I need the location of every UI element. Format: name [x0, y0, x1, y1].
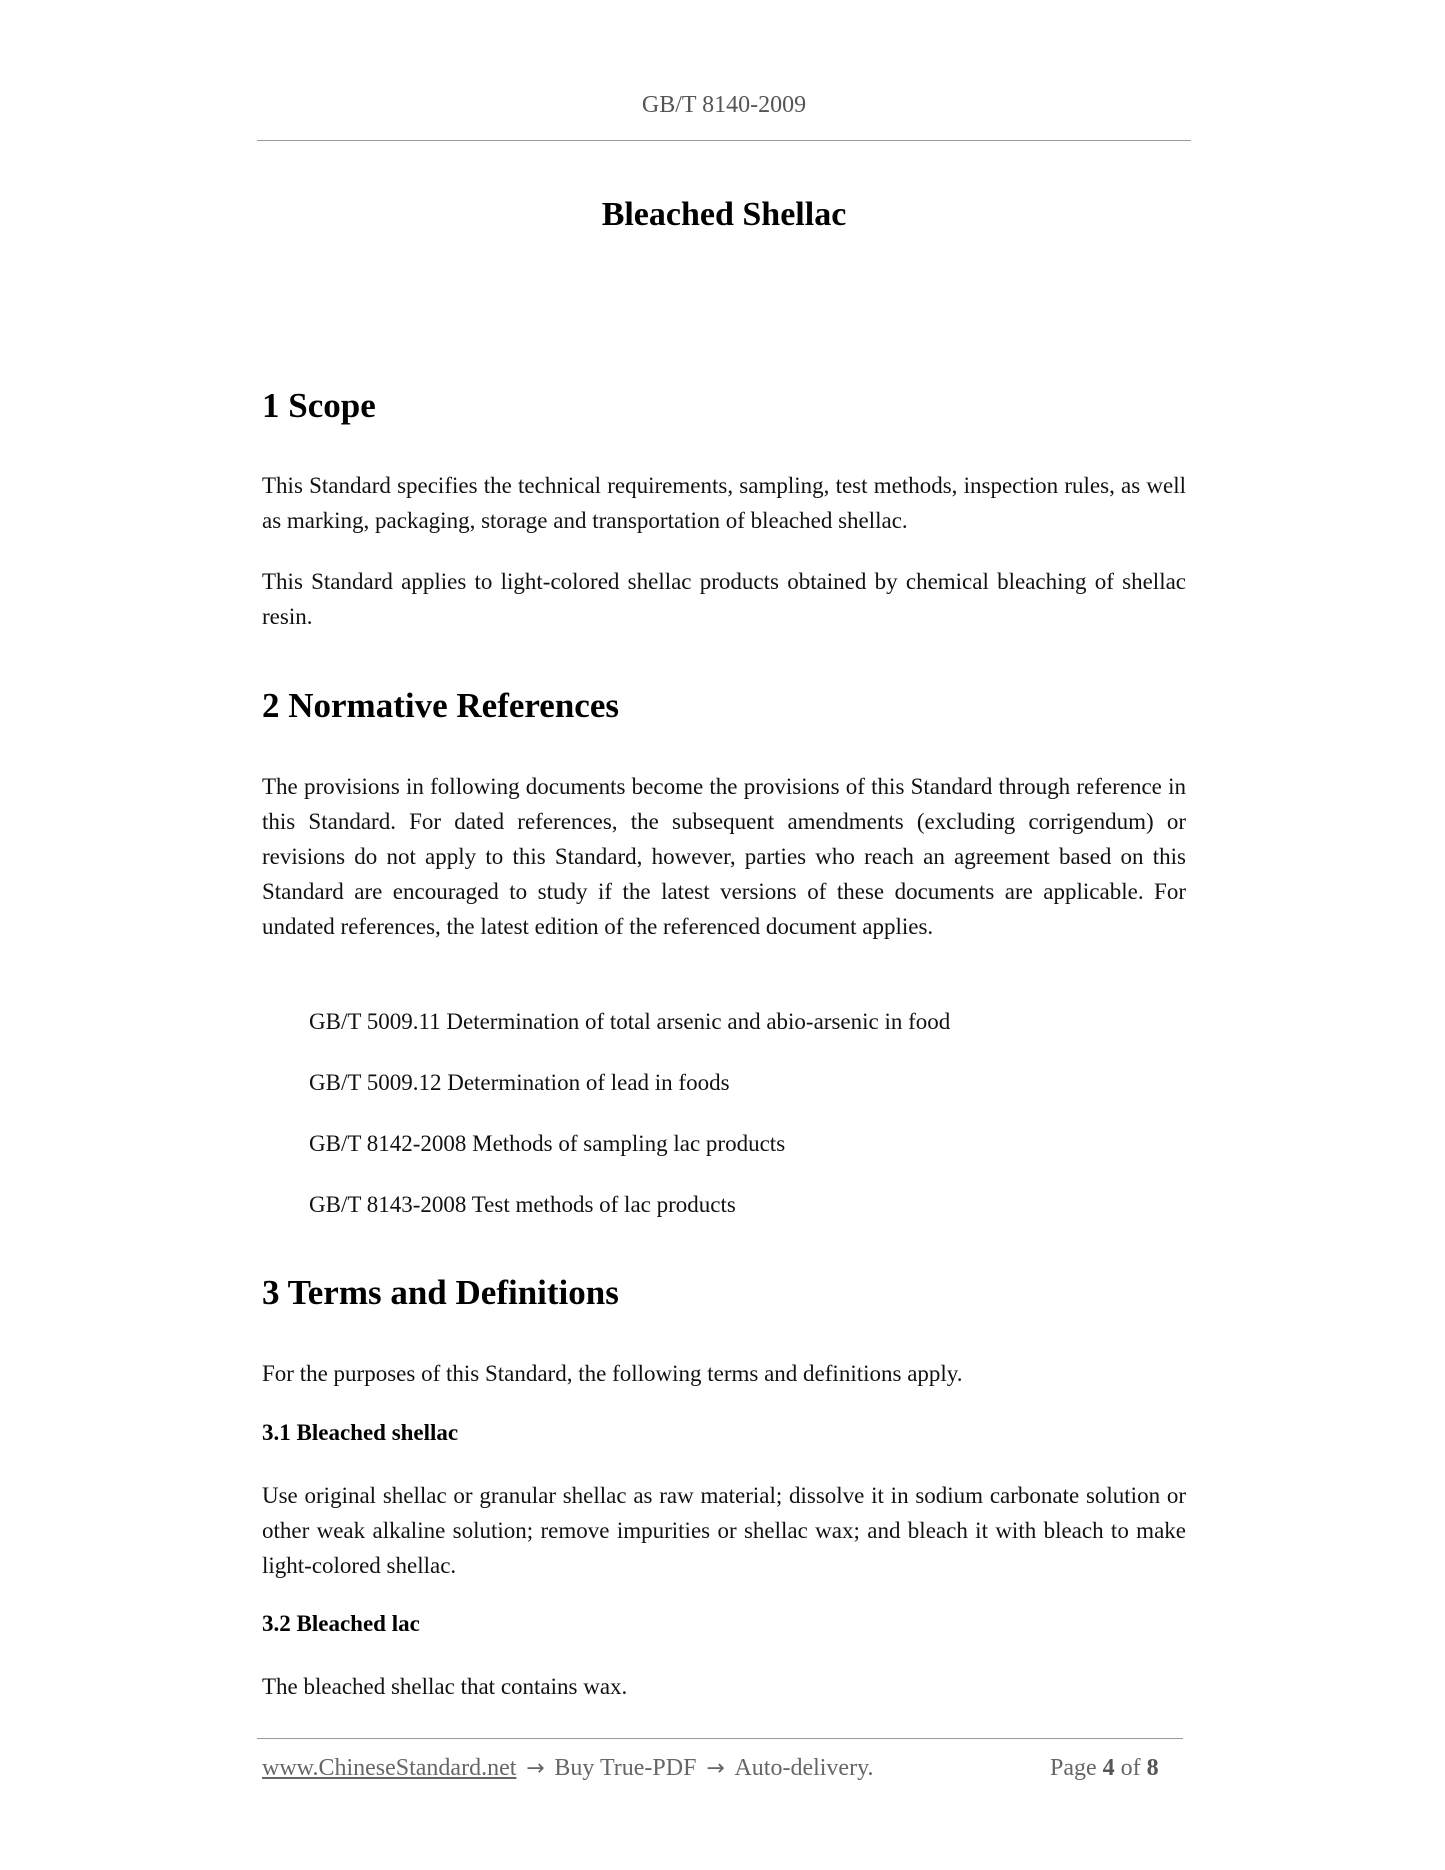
- reference-item: GB/T 8143-2008 Test methods of lac products: [309, 1192, 736, 1217]
- section-heading-normative-references: 2 Normative References: [262, 686, 619, 725]
- header-divider: [257, 140, 1191, 141]
- right-arrow-icon: →: [706, 1756, 725, 1781]
- term-heading-bleached-lac: 3.2 Bleached lac: [262, 1611, 420, 1636]
- reference-item: GB/T 5009.11 Determination of total arsenic and abio-arsenic in food: [309, 1009, 951, 1034]
- footer-links: [262, 1755, 874, 1782]
- section-heading-terms: 3 Terms and Definitions: [262, 1273, 619, 1312]
- page-label: Page: [1050, 1755, 1097, 1781]
- footer-divider: [257, 1738, 1183, 1739]
- site-link[interactable]: www.ChineseStandard.net: [262, 1755, 517, 1781]
- right-arrow-icon: →: [526, 1756, 545, 1781]
- running-header: GB/T 8140-2009: [641, 92, 807, 118]
- delivery-text: Auto-delivery.: [734, 1755, 874, 1781]
- page-current: 4: [1102, 1755, 1115, 1781]
- document-title: Bleached Shellac: [601, 196, 847, 233]
- scope-paragraph-1: This Standard specifies the technical requirements, sampling, test methods, inspection rules, as well as marking, packaging, storage and transportation of bleached shellac.: [262, 473, 1186, 533]
- reference-item: GB/T 5009.12 Determination of lead in foods: [309, 1070, 730, 1095]
- normative-references-paragraph: The provisions in following documents become the provisions of this Standard through reference in this Standard. For dated references, the subsequent amendments (excluding corrigendum) or revisions do not apply to this Standard, however, parties who reach an agreement based on this Standard are encouraged to study if the latest versions of these documents are applicable. For undated references, the latest edition of the referenced document applies.: [262, 774, 1186, 939]
- scope-paragraph-2: This Standard applies to light-colored shellac products obtained by chemical bleaching of shellac resin.: [262, 569, 1186, 629]
- section-heading-scope: 1 Scope: [262, 386, 376, 425]
- term-heading-bleached-shellac: 3.1 Bleached shellac: [262, 1420, 459, 1445]
- terms-intro: For the purposes of this Standard, the following terms and definitions apply.: [262, 1361, 963, 1386]
- term-definition-bleached-lac: The bleached shellac that contains wax.: [262, 1674, 628, 1699]
- page-indicator: [1050, 1755, 1159, 1782]
- reference-item: GB/T 8142-2008 Methods of sampling lac products: [309, 1131, 786, 1156]
- term-definition-bleached-shellac: Use original shellac or granular shellac as raw material; dissolve it in sodium carbonate solution or other weak alkaline solution; remove impurities or shellac wax; and bleach it with bleach to make light-colored shellac.: [262, 1483, 1186, 1578]
- page-total: 8: [1146, 1755, 1159, 1781]
- buy-text: Buy True-PDF: [554, 1755, 697, 1781]
- of-label: of: [1120, 1755, 1141, 1781]
